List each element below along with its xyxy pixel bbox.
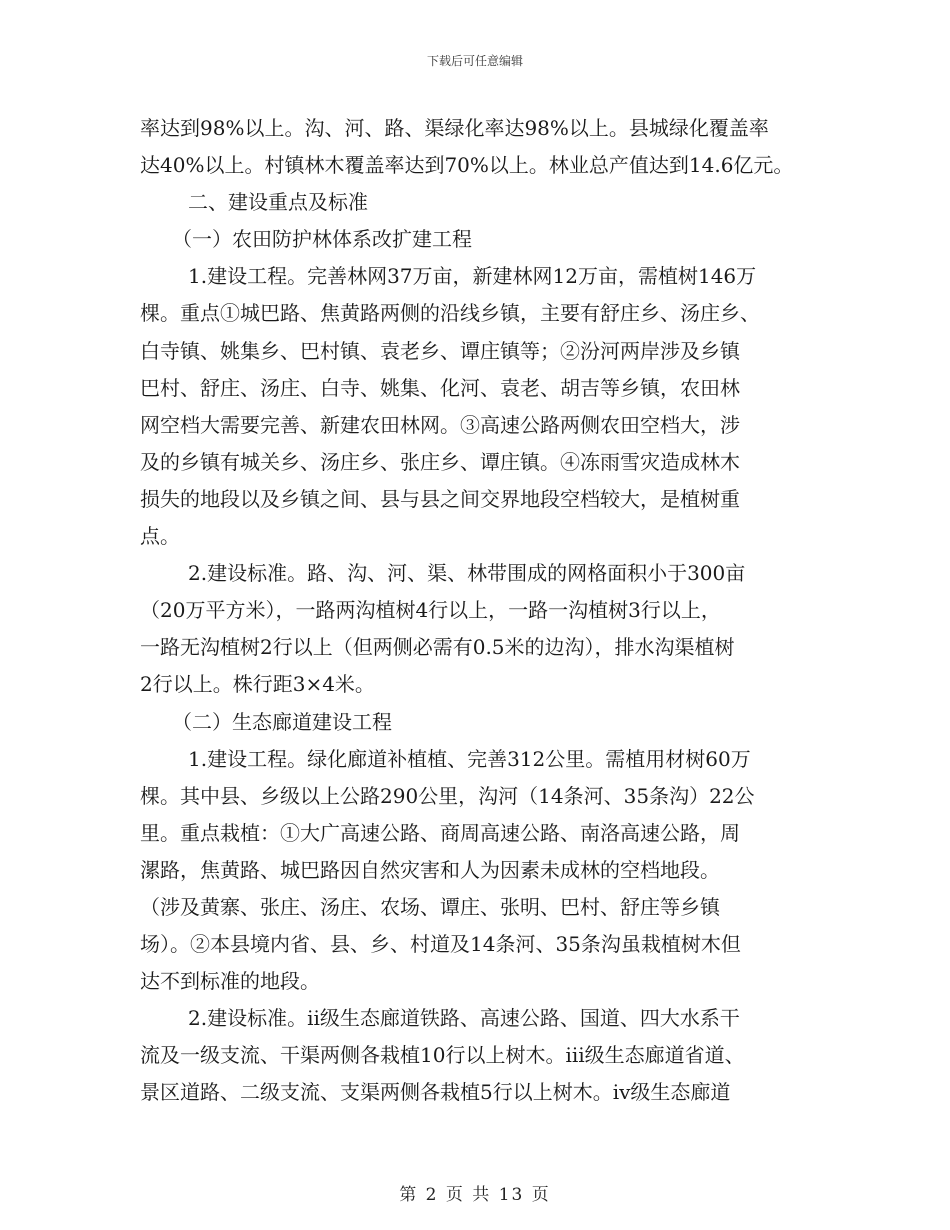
- text-line: 景区道路、二级支流、支渠两侧各栽植5行以上树木。ⅳ级生态廊道: [140, 1080, 731, 1105]
- subsection-heading: （二）生态廊道建设工程: [172, 709, 392, 734]
- text-line: 达不到标准的地段。: [140, 969, 320, 994]
- text-line: 及的乡镇有城关乡、汤庄乡、张庄乡、谭庄镇。④冻雨雪灾造成林木: [140, 449, 740, 474]
- text-line: 流及一级支流、干渠两侧各栽植10行以上树木。ⅲ级生态廊道省道、: [140, 1043, 745, 1068]
- subsection-heading: （一）农田防护林体系改扩建工程: [172, 227, 472, 252]
- text-line: 点。: [140, 524, 180, 549]
- text-line: 率达到98%以上。沟、河、路、渠绿化率达98%以上。县城绿化覆盖率: [140, 116, 769, 140]
- text-line: 白寺镇、姚集乡、巴村镇、袁老乡、谭庄镇等；②汾河两岸涉及乡镇: [140, 338, 740, 363]
- text-line: 漯路，焦黄路、城巴路因自然灾害和人为因素未成林的空档地段。: [140, 857, 720, 882]
- text-line: （涉及黄寨、张庄、汤庄、农场、谭庄、张明、巴村、舒庄等乡镇: [140, 894, 720, 919]
- text-line: 2.建设标准。ⅱ级生态廊道铁路、高速公路、国道、四大水系干: [188, 1006, 740, 1031]
- page-header-note: 下载后可任意编辑: [426, 54, 523, 68]
- text-line: 网空档大需要完善、新建农田林网。③高速公路两侧农田空档大，涉: [140, 412, 740, 437]
- text-line: 1.建设工程。完善林网37万亩，新建林网12万亩，需植树146万: [188, 264, 757, 289]
- text-line: （20万平方米），一路两沟植树4行以上，一路一沟植树3行以上，: [140, 598, 721, 623]
- text-line: 2.建设标准。路、沟、河、渠、林带围成的网格面积小于300亩: [188, 561, 746, 586]
- page-footer-page-number: 第 2 页 共 13 页: [399, 1185, 551, 1205]
- document-body: [140, 110, 830, 1112]
- section-heading: 二、建设重点及标准: [188, 190, 368, 215]
- text-line: 巴村、舒庄、汤庄、白寺、姚集、化河、袁老、胡吉等乡镇，农田林: [140, 375, 740, 400]
- text-line: 达40%以上。村镇林木覆盖率达到70%以上。林业总产值达到14.6亿元。: [140, 153, 794, 178]
- text-line: 一路无沟植树2行以上（但两侧必需有0.5米的边沟），排水沟渠植树: [140, 635, 735, 660]
- text-line: 损失的地段以及乡镇之间、县与县之间交界地段空档较大，是植树重: [140, 486, 740, 511]
- text-line: 棵。其中县、乡级以上公路290公里，沟河（14条河、35条沟）22公: [140, 783, 755, 808]
- text-line: 棵。重点①城巴路、焦黄路两侧的沿线乡镇，主要有舒庄乡、汤庄乡、: [140, 301, 760, 326]
- text-line: 场）。②本县境内省、县、乡、村道及14条河、35条沟虽栽植树木但: [140, 932, 741, 957]
- text-line: 里。重点栽植：①大广高速公路、商周高速公路、南洛高速公路，周: [140, 820, 740, 845]
- text-line: 1.建设工程。绿化廊道补植植、完善312公里。需植用材树60万: [188, 746, 751, 771]
- text-line: 2行以上。株行距3×4米。: [140, 672, 375, 697]
